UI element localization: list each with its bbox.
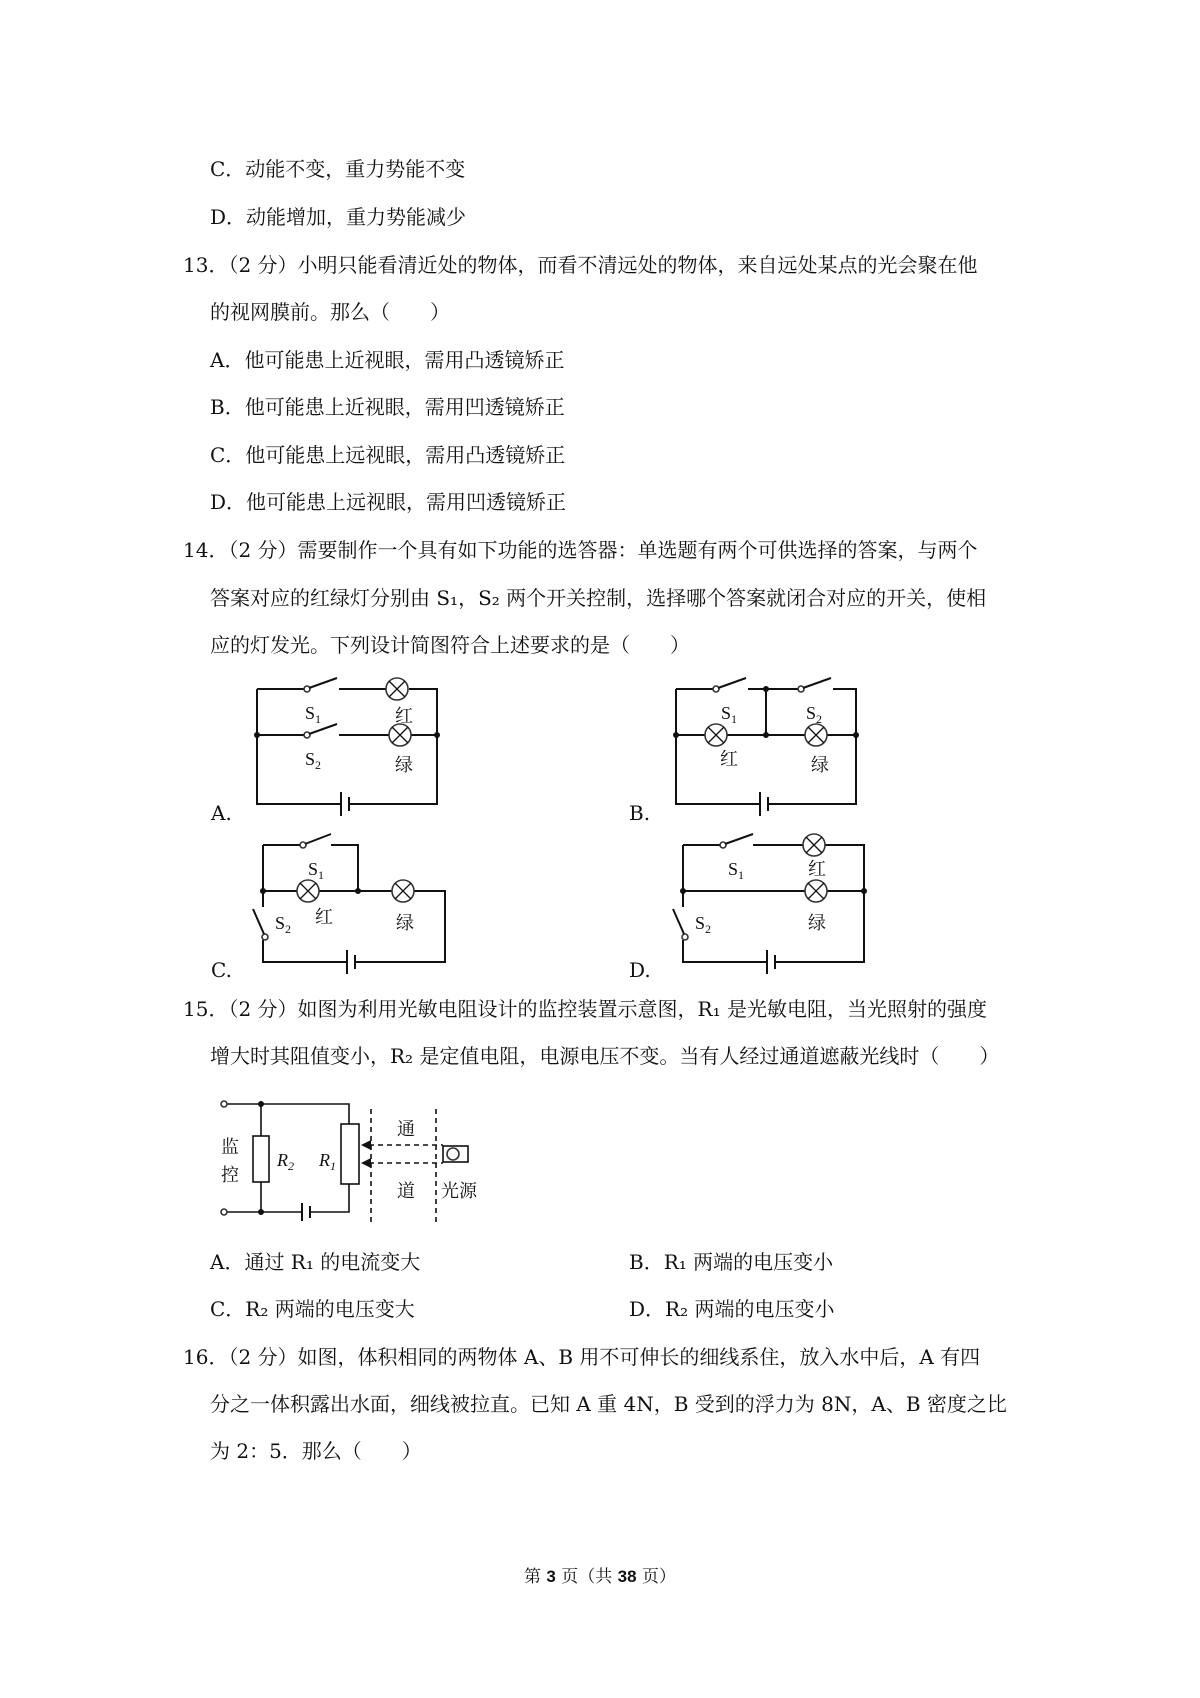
svg-text:绿: 绿 (808, 913, 826, 933)
page-footer (0, 1562, 1200, 1587)
circuit-diagram-a (257, 689, 439, 805)
q15-option-c: C．R₂ 两端的电压变大 (210, 1297, 415, 1321)
battery-icon (341, 792, 349, 816)
battery-icon (347, 950, 355, 974)
svg-text:绿: 绿 (395, 755, 413, 775)
q15-stem-line1: 15．（2 分）如图为利用光敏电阻设计的监控装置示意图，R₁ 是光敏电阻，当光照射的强度 (183, 997, 987, 1021)
lamp-green-icon (389, 724, 411, 746)
q15-stem-line2: 增大时其阻值变小，R₂ 是定值电阻，电源电压不变。当有人经过通道遮蔽光线时（ ） (210, 1044, 1000, 1068)
svg-text:S2: $S_2$ (695, 913, 712, 936)
q12-option-c: C．动能不变，重力势能不变 (210, 157, 466, 181)
battery-icon (760, 792, 768, 816)
q15-option-d: D．R₂ 两端的电压变小 (629, 1297, 835, 1321)
q14-option-a-label: A. (211, 801, 232, 825)
svg-text:监: 监 (221, 1137, 239, 1157)
svg-text:红: 红 (808, 859, 826, 879)
q13-option-c: C．他可能患上远视眼，需用凸透镜矫正 (210, 443, 566, 467)
q13-stem-line1: 13．（2 分）小明只能看清近处的物体，而看不清远处的物体，来自远处某点的光会聚在他 (183, 253, 978, 277)
resistor-r2 (253, 1136, 269, 1182)
svg-text:S2: $S_2$ (275, 913, 292, 936)
light-source-icon (443, 1146, 468, 1162)
svg-text:S1: $S_1$ (305, 703, 322, 726)
lamp-red-icon (705, 724, 727, 746)
circuit-diagram-b (676, 689, 858, 805)
q14-stem-line1: 14．（2 分）需要制作一个具有如下功能的选答器：单选题有两个可供选择的答案，与两个 (183, 538, 978, 562)
page-number: 3 (546, 1567, 556, 1586)
footer-prefix: 第 (523, 1567, 547, 1587)
q14-stem-line3: 应的灯发光。下列设计简图符合上述要求的是（ ） (210, 633, 690, 657)
footer-middle: 页（共 (555, 1567, 618, 1587)
svg-text:S1: $S_1$ (721, 703, 738, 726)
lamp-green-icon (805, 880, 827, 902)
total-pages: 38 (617, 1567, 637, 1586)
q15-option-a: A．通过 R₁ 的电流变大 (210, 1250, 421, 1274)
q14-option-d-label: D. (629, 958, 651, 982)
svg-text:R1: $R_1$ (319, 1150, 336, 1173)
monitor-circuit-diagram (221, 1099, 503, 1224)
svg-text:红: 红 (720, 749, 738, 769)
battery-icon (767, 950, 775, 974)
svg-text:控: 控 (221, 1165, 239, 1185)
q16-stem-line2: 分之一体积露出水面，细线被拉直。已知 A 重 4N，B 受到的浮力为 8N，A、B 密度之比 (210, 1392, 1007, 1416)
resistor-r1 (341, 1124, 359, 1184)
svg-text:绿: 绿 (811, 755, 829, 775)
q13-stem-line2: 的视网膜前。那么（ ） (210, 300, 450, 324)
battery-icon (302, 1203, 310, 1221)
q16-stem-line1: 16．（2 分）如图，体积相同的两物体 A、B 用不可伸长的细线系住，放入水中后，A 有四 (183, 1345, 981, 1369)
q13-option-d: D．他可能患上远视眼，需用凹透镜矫正 (210, 490, 567, 514)
lamp-green-icon (805, 724, 827, 746)
svg-text:通: 通 (397, 1119, 415, 1139)
svg-text:绿: 绿 (396, 913, 414, 933)
svg-text:S2: $S_2$ (305, 749, 322, 772)
svg-text:红: 红 (395, 706, 413, 726)
lamp-red-icon (386, 678, 408, 700)
footer-suffix: 页） (636, 1567, 676, 1587)
q12-option-d: D．动能增加，重力势能减少 (210, 205, 467, 229)
svg-text:道: 道 (397, 1181, 415, 1201)
q14-option-b-label: B. (629, 801, 651, 825)
q14-option-c-label: C. (211, 958, 232, 982)
q13-option-b: B．他可能患上近视眼，需用凹透镜矫正 (210, 395, 565, 419)
circuit-diagram-d (683, 845, 867, 963)
lamp-green-icon (392, 880, 414, 902)
svg-text:红: 红 (315, 907, 333, 927)
circuit-diagram-c (263, 845, 447, 963)
svg-text:S1: $S_1$ (728, 859, 745, 882)
svg-text:R2: $R_2$ (277, 1150, 294, 1173)
svg-text:S1: $S_1$ (308, 859, 325, 882)
q16-stem-line3: 为 2：5．那么（ ） (210, 1439, 422, 1463)
lamp-red-icon (803, 834, 825, 856)
lamp-red-icon (297, 880, 319, 902)
q13-option-a: A．他可能患上近视眼，需用凸透镜矫正 (210, 348, 565, 372)
q14-stem-line2: 答案对应的红绿灯分别由 S₁，S₂ 两个开关控制，选择哪个答案就闭合对应的开关，使相 (210, 586, 987, 610)
q15-option-b: B．R₁ 两端的电压变小 (629, 1250, 834, 1274)
svg-text:光源: 光源 (441, 1181, 477, 1201)
svg-text:S2: $S_2$ (806, 703, 823, 726)
